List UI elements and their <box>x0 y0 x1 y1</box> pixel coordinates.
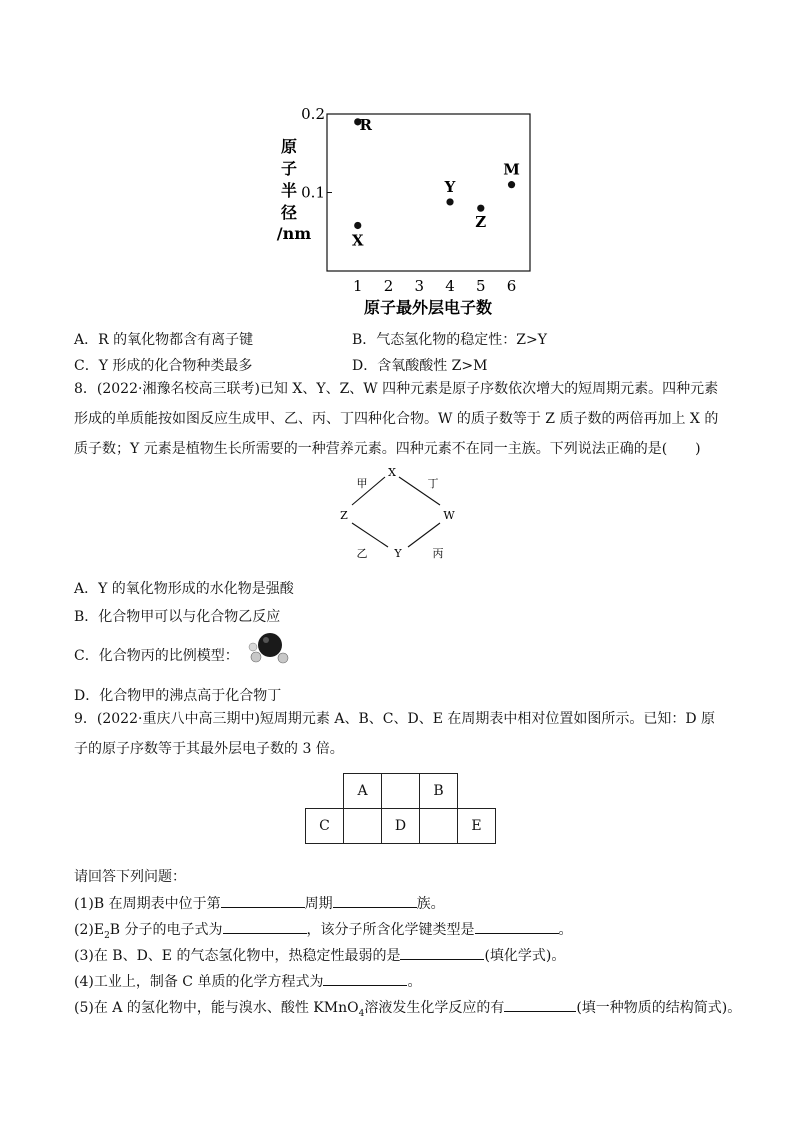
blank-electron-formula[interactable] <box>223 918 307 934</box>
point-label-y: Y <box>444 177 456 196</box>
q7-option-c: C．Y 形成的化合物种类最多 <box>74 358 253 374</box>
line-z-y <box>352 523 388 547</box>
x-tick-label: 1 <box>352 277 363 295</box>
q9-sub3: (3)在 B、D、E 的气态氢化物中，热稳定性最弱的是 (填化学式)。 <box>74 944 565 965</box>
label-bing: 丙 <box>432 547 444 560</box>
q8-option-c: C．化合物丙的比例模型： <box>74 648 239 664</box>
data-points <box>352 116 520 250</box>
blank-weakest-hydride[interactable] <box>400 944 484 960</box>
line-w-y <box>408 523 440 547</box>
point-m <box>508 181 515 188</box>
x-ticks <box>353 277 516 295</box>
reaction-diagram <box>330 463 470 563</box>
x-tick-label: 5 <box>476 277 486 295</box>
q9-sub5: (5)在 A 的氢化物中，能与溴水、酸性 KMnO$_4$溶液发生化学反应的有 (填一种物质的结构简式)。 <box>74 996 741 1019</box>
q8-option-b: B．化合物甲可以与化合物乙反应 <box>74 609 281 625</box>
blank-bond-type[interactable] <box>475 918 559 934</box>
atomic-radius-chart <box>270 100 540 320</box>
q8-option-a: A．Y 的氧化物形成的水化物是强酸 <box>74 581 294 597</box>
q9-sub2: $(2)E_2B$ 分子的电子式为 ，该分子所含化学键类型是 。 <box>74 918 573 941</box>
label-ding: 丁 <box>427 477 439 490</box>
point-label-r: R <box>359 115 372 134</box>
node-z: Z <box>340 509 348 522</box>
q7-option-b: B．气态氢化物的稳定性：Z>Y <box>352 332 547 348</box>
x-tick-label: 2 <box>383 277 394 295</box>
cell-a: A <box>344 774 382 809</box>
y-axis-label-part: /nm <box>276 224 312 243</box>
x-tick-label: 4 <box>445 277 455 295</box>
blank-equation[interactable] <box>323 970 407 986</box>
node-x: X <box>388 466 396 479</box>
y-tick-label: 0.1 <box>301 183 325 202</box>
q9-prompt: 请回答下列问题： <box>74 869 186 885</box>
node-y: Y <box>394 547 402 560</box>
q8-stem: 8．(2022·湘豫名校高三联考)已知 X、Y、Z、W 四种元素是原子序数依次增大的短周期元素。四种元素形成的单质能按如图反应生成甲、乙、丙、丁四种化合物。W 的质子数等于 Z 质子数的两倍再加上 X 的质子数；Y 元素是植物生长所需要的一种营养元素。四种元素不在同一主族。下列说法正确的是( ) <box>74 381 719 457</box>
q8-option-d: D．化合物甲的沸点高于化合物丁 <box>74 688 282 704</box>
y-tick-label: 0.2 <box>301 105 325 123</box>
point-label-x: X <box>351 231 364 250</box>
point-z <box>477 205 484 212</box>
blank-period[interactable] <box>221 892 305 908</box>
x-tick-label: 6 <box>506 277 517 295</box>
q9-sub1: (1)B 在周期表中位于第 周期 族。 <box>74 892 445 913</box>
x-axis-label: 原子最外层电子数 <box>363 298 493 317</box>
node-w: W <box>443 509 455 522</box>
ball-model-image <box>243 628 293 668</box>
blank-structure-formula[interactable] <box>504 996 576 1012</box>
blank-group[interactable] <box>333 892 417 908</box>
point-y <box>446 198 453 205</box>
point-x <box>354 222 361 229</box>
label-jia: 甲 <box>356 477 368 490</box>
cell-e: E <box>458 809 496 844</box>
q9-sub4: (4)工业上，制备 C 单质的化学方程式为 。 <box>74 970 421 991</box>
periodic-table-fragment <box>305 773 496 844</box>
y-axis-label-part: 径 <box>280 203 298 222</box>
q7-option-d: D．含氧酸酸性 Z>M <box>352 358 488 374</box>
y-axis-label-part: 半 <box>280 181 298 200</box>
x-tick-label: 3 <box>414 277 425 295</box>
cell-d: D <box>382 809 420 844</box>
point-label-z: Z <box>475 213 487 232</box>
y-axis-label-part: 原 <box>280 137 298 156</box>
point-label-m: M <box>503 160 520 179</box>
cell-b: B <box>420 774 458 809</box>
label-yi: 乙 <box>356 547 368 560</box>
q7-option-a: A．R 的氧化物都含有离子键 <box>74 332 254 348</box>
cell-c: C <box>306 809 344 844</box>
y-axis-label-part: 子 <box>280 159 298 178</box>
q9-stem: 9．(2022·重庆八中高三期中)短周期元素 A、B、C、D、E 在周期表中相对位置如图所示。已知：D 原子的原子序数等于其最外层电子数的 3 倍。 <box>74 711 716 757</box>
